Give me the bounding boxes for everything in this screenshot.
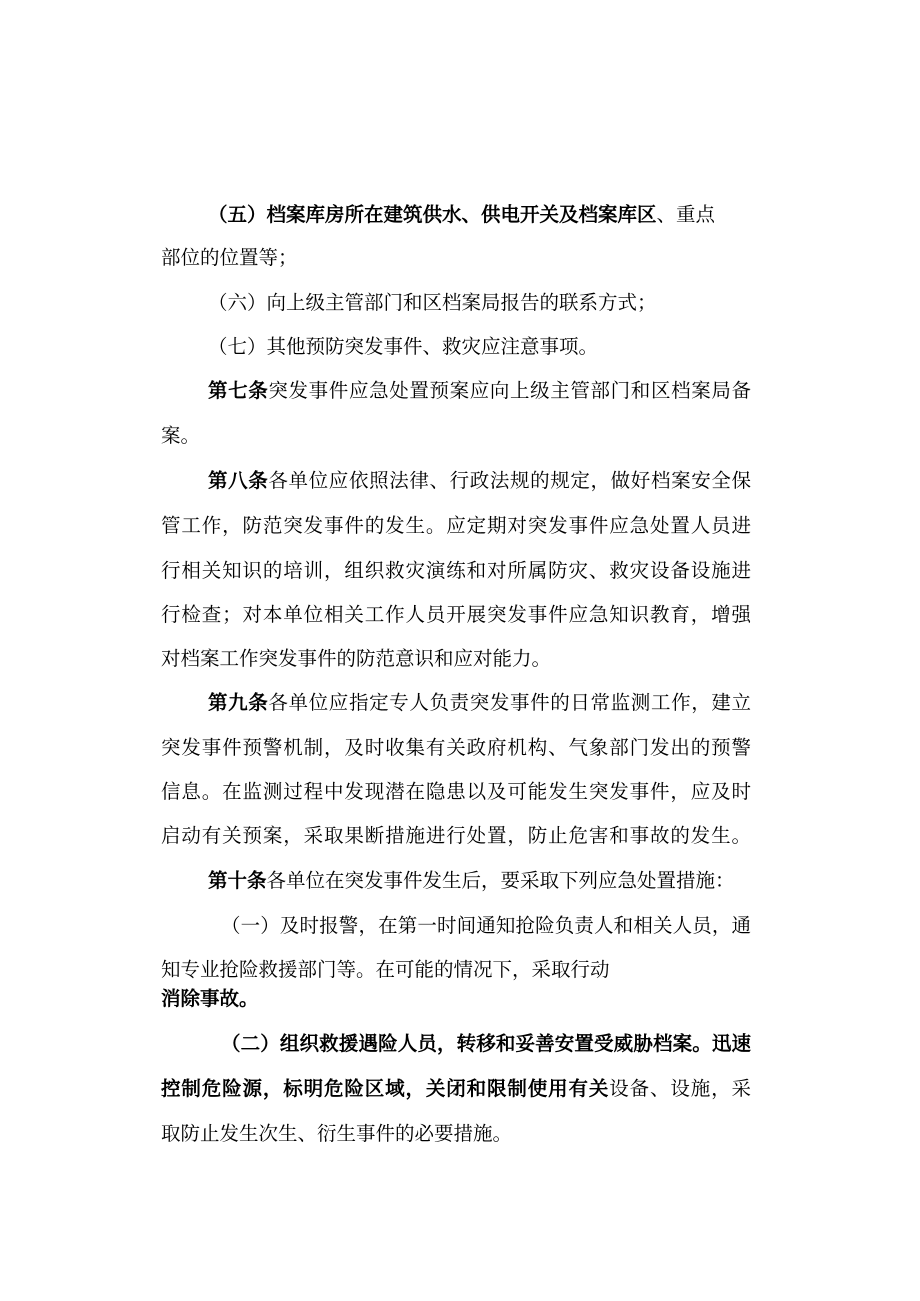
article-9-title: 第九条 [208,691,269,714]
article-9-text: 各单位应指定专人负责突发事件的日常监测工作，建立 [268,691,751,714]
item-5-line-2: 部位的位置等； [161,246,298,269]
article-7-text: 突发事件应急处置预案应向上级主管部门和区档案局备 [268,379,751,402]
item-7: （七）其他预防突发事件、救灾应注意事项。 [208,335,599,358]
article-9-line-1 [208,691,751,715]
item-5-tail: 、重点 [656,203,716,226]
item-5-lead: （五）档案库房所在建筑供水、供电开关及档案库区 [208,203,657,226]
measure-2-line-2 [161,1077,751,1101]
measure-1-line-2: 知专业抢险救援部门等。在可能的情况下，采取行动 [161,958,610,981]
article-8-text: 各单位应依照法律、行政法规的规定，做好档案安全保 [268,469,751,492]
measure-1-emphasis: 消除事故。 [161,987,259,1010]
article-7-title: 第七条 [208,379,269,402]
item-5-line-1 [208,203,751,227]
article-8-line-2: 管工作，防范突发事件的发生。应定期对突发事件应急处置人员进 [161,514,751,537]
article-9-line-2: 突发事件预警机制，及时收集有关政府机构、气象部门发出的预警 [161,736,751,759]
article-8-line-1 [208,469,751,493]
measure-1-line-1: （一）及时报警，在第一时间通知抢险负责人和相关人员，通 [221,914,751,937]
article-8-title: 第八条 [208,469,269,492]
article-10-title: 第十条 [208,869,267,892]
measure-2-rest: 设备、设施，采 [609,1077,751,1100]
article-9-line-4: 启动有关预案，采取果断措施进行处置，防止危害和事故的发生。 [161,824,751,847]
article-7-line-1 [208,379,751,403]
article-7-line-2: 案。 [161,424,201,447]
measure-2-bold: 控制危险源，标明危险区域，关闭和限制使用有关 [161,1077,610,1100]
article-10-line-1 [208,869,751,893]
item-6: （六）向上级主管部门和区档案局报告的联系方式； [208,291,657,314]
article-9-line-3: 信息。在监测过程中发现潜在隐患以及可能发生突发事件，应及时 [161,780,751,803]
measure-2-line-3: 取防止发生次生、衍生事件的必要措施。 [161,1122,513,1145]
article-8-line-4: 行检查；对本单位相关工作人员开展突发事件应急知识教育，增强 [161,603,751,626]
article-10-text: 各单位在突发事件发生后，要采取下列应急处置措施： [266,869,735,892]
measure-2-lead: （二）组织救援遇险人员，转移和妥善安置受威胁档案。迅速 [221,1032,751,1055]
measure-1-line-3 [161,987,751,1011]
article-8-line-5: 对档案工作突发事件的防范意识和应对能力。 [161,647,552,670]
article-8-line-3: 行相关知识的培训，组织救灾演练和对所属防灾、救灾设备设施进 [161,559,751,582]
measure-2-line-1 [221,1032,751,1056]
